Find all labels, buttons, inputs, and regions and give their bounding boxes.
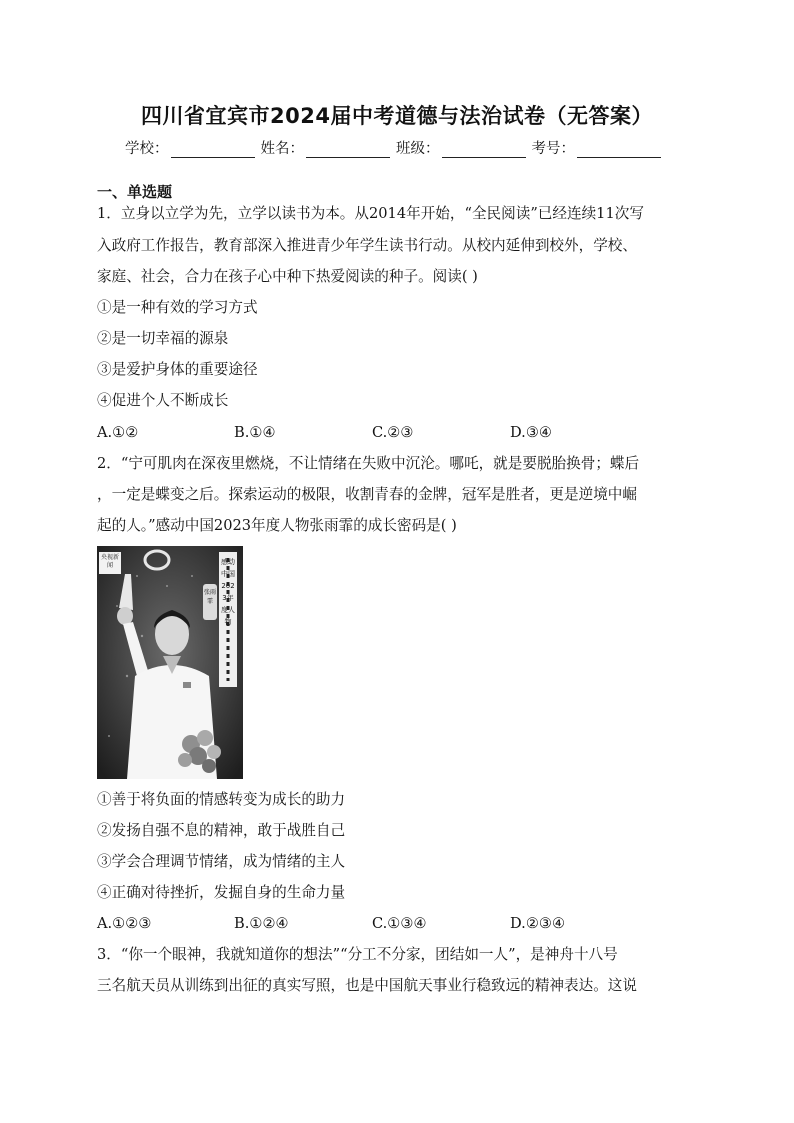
q2-stem-line: 2．“宁可肌肉在深夜里燃烧，不让情绪在失败中沉沦。哪吒，就是要脱胎换骨；蝶后 — [97, 455, 640, 472]
q1-stem-line: 1．立身以立学为先，立学以读书为本。从2014年开始，“全民阅读”已经连续11次写 — [97, 205, 644, 222]
q1-item: ③是爱护身体的重要途径 — [97, 361, 258, 378]
q1-options — [97, 423, 697, 443]
q1-item: ④促进个人不断成长 — [97, 392, 229, 409]
number-blank[interactable] — [577, 141, 661, 158]
school-blank[interactable] — [171, 141, 255, 158]
q1-stem-line: 入政府工作报告，教育部深入推进青少年学生读书行动。从校内延伸到校外，学校、 — [97, 237, 637, 254]
q2-option-c[interactable]: C.①③④ — [372, 915, 427, 932]
q3-stem-line: 三名航天员从训练到出征的真实写照，也是中国航天事业行稳致远的精神表达。这说 — [97, 977, 637, 994]
school-field[interactable] — [125, 137, 255, 158]
photo-corner-logo: 央视新闻 — [100, 554, 119, 569]
q2-item: ③学会合理调节情绪，成为情绪的主人 — [97, 853, 346, 870]
photo-name-tag: 张雨霏 — [204, 589, 217, 605]
q2-option-d[interactable]: D.②③④ — [510, 915, 566, 932]
school-label: 学校： — [125, 141, 169, 157]
class-label: 班级： — [396, 141, 440, 157]
q2-item: ④正确对待挫折，发掘自身的生命力量 — [97, 884, 346, 901]
q1-item: ①是一种有效的学习方式 — [97, 299, 258, 316]
q1-option-c[interactable]: C.②③ — [372, 424, 414, 441]
class-field[interactable] — [396, 137, 526, 158]
q1-item: ②是一切幸福的源泉 — [97, 330, 229, 347]
q1-option-d[interactable]: D.③④ — [510, 424, 552, 441]
q1-option-b[interactable]: B.①④ — [234, 424, 276, 441]
q1-stem-line: 家庭、社会，合力在孩子心中种下热爱阅读的种子。阅读( ) — [97, 268, 478, 285]
q3-stem-line: 3．“你一个眼神，我就知道你的想法”“分工不分家，团结如一人”，是神舟十八号 — [97, 946, 618, 963]
name-field[interactable] — [261, 137, 391, 158]
q2-stem-line: 起的人。”感动中国2023年度人物张雨霏的成长密码是( ) — [97, 517, 457, 534]
q2-option-a[interactable]: A.①②③ — [97, 915, 152, 932]
student-info-row — [125, 136, 685, 158]
name-blank[interactable] — [306, 141, 390, 158]
page-title: 四川省宜宾市2024届中考道德与法治试卷（无答案） — [141, 104, 653, 128]
name-label: 姓名： — [260, 141, 304, 157]
q2-stem-line: ，一定是蝶变之后。探索运动的极限，收割青春的金牌，冠军是胜者，更是逆境中崛 — [97, 486, 637, 503]
zhang-yufei-photo — [97, 546, 243, 779]
q2-item: ①善于将负面的情感转变为成长的助力 — [97, 791, 346, 808]
q2-item: ②发扬自强不息的精神，敢于战胜自己 — [97, 822, 346, 839]
number-field[interactable] — [532, 137, 662, 158]
q2-options — [97, 914, 697, 934]
number-label: 考号： — [531, 141, 575, 157]
photo-banner: 感动中国2023年度人物 — [221, 558, 235, 626]
section-heading: 一、单选题 — [97, 183, 173, 201]
q2-option-b[interactable]: B.①②④ — [234, 915, 289, 932]
q1-option-a[interactable]: A.①② — [97, 424, 139, 441]
class-blank[interactable] — [442, 141, 526, 158]
